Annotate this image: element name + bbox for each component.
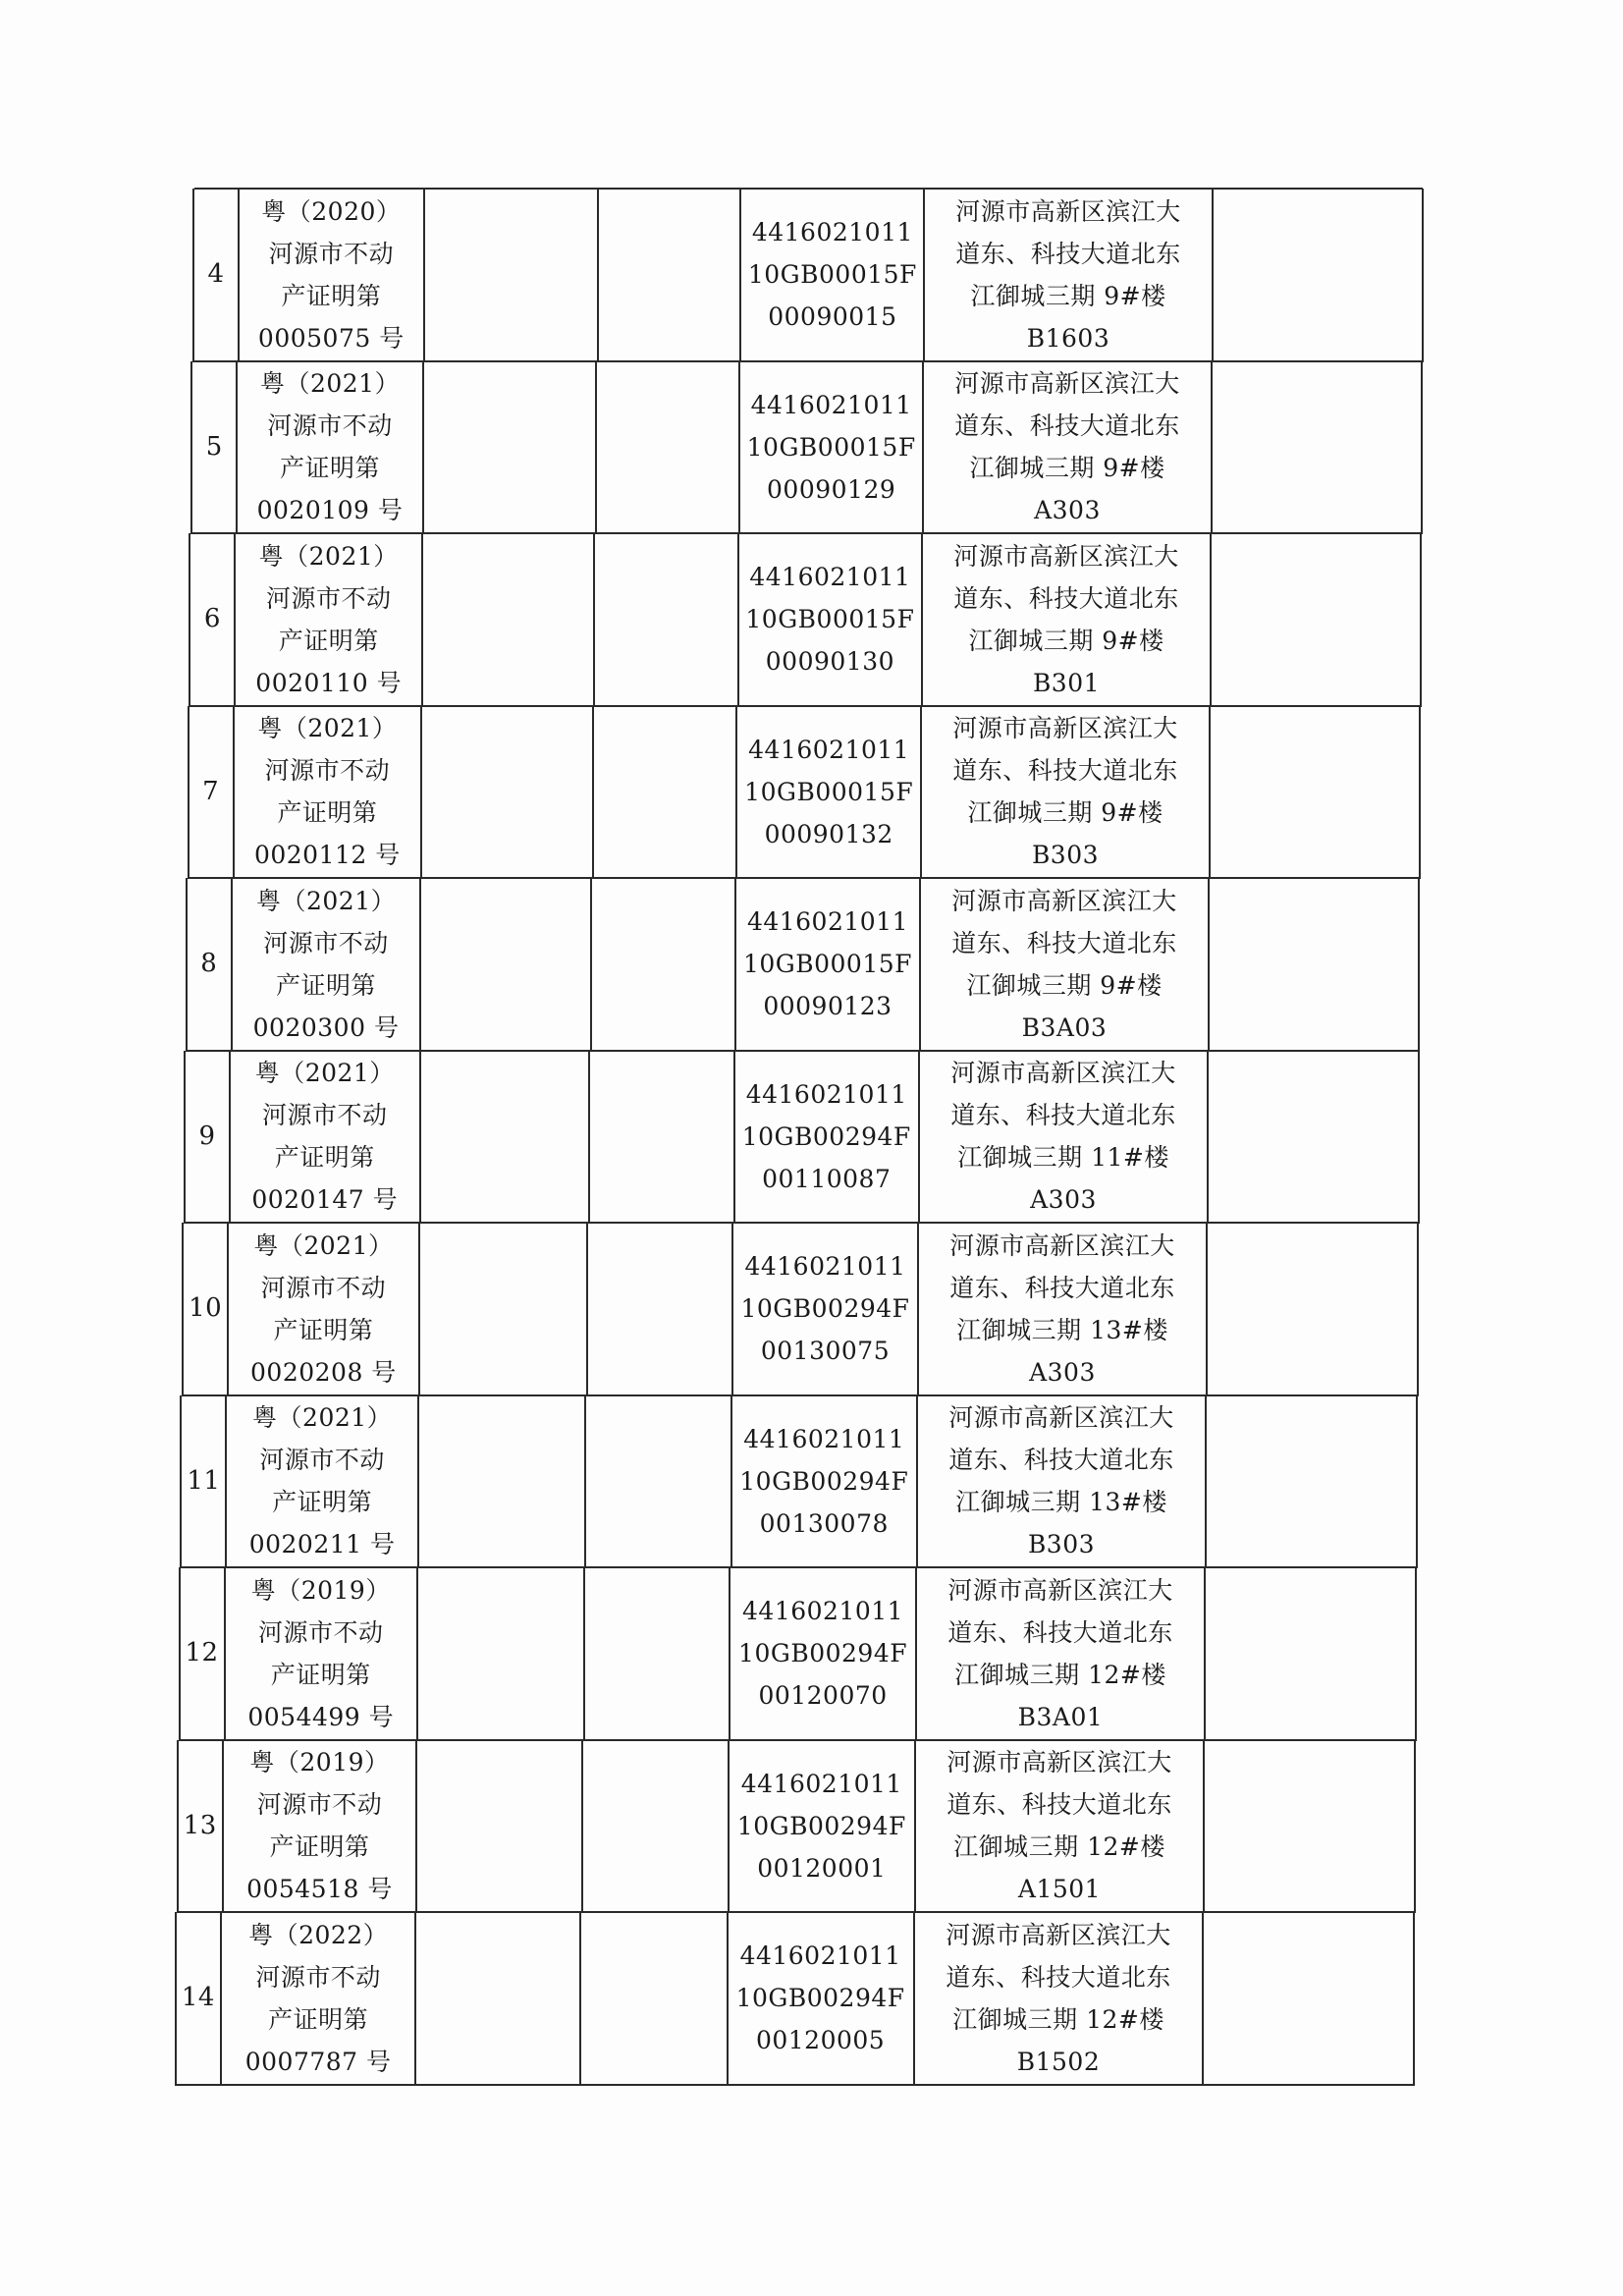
unit-code-cell — [729, 1740, 915, 1913]
property-address-cell-line: 道东、科技大道北东 — [948, 1446, 1174, 1475]
property-address-cell-line: 河源市高新区滨江大 — [950, 1059, 1176, 1088]
property-address-cell-line: 河源市高新区滨江大 — [953, 541, 1179, 571]
row-number-cell — [193, 189, 239, 361]
property-address-cell-line: 道东、科技大道北东 — [950, 1101, 1176, 1130]
property-address-cell-line: 河源市高新区滨江大 — [955, 196, 1181, 226]
unit-code-cell-line: 00090015 — [768, 302, 897, 332]
certificate-number-cell-line: 河源市不动 — [264, 756, 391, 786]
certificate-number-cell-line: 产证明第 — [276, 970, 377, 1000]
certificate-number-cell-line: 产证明第 — [277, 798, 378, 828]
certificate-number-cell-line: 产证明第 — [269, 1832, 370, 1862]
row-number-cell-line: 8 — [200, 949, 218, 979]
certificate-number-cell-line: 产证明第 — [281, 281, 382, 310]
table-rule-vertical — [583, 1567, 585, 1741]
property-address-cell — [916, 1567, 1206, 1740]
table-rule-vertical — [590, 878, 592, 1052]
certificate-number-cell-line: 产证明第 — [280, 454, 381, 483]
property-address-cell-line: B1603 — [1026, 323, 1110, 353]
unit-code-cell — [740, 189, 924, 361]
certificate-number-cell — [226, 1395, 418, 1568]
property-address-cell-line: 道东、科技大道北东 — [946, 1962, 1171, 1992]
property-address-cell-line: 江御城三期 11#楼 — [957, 1143, 1169, 1173]
property-address-cell-line: 道东、科技大道北东 — [954, 411, 1180, 441]
property-address-cell-line: 江御城三期 13#楼 — [955, 1488, 1167, 1517]
certificate-number-cell — [239, 189, 424, 361]
certificate-number-cell-line: 河源市不动 — [265, 583, 392, 613]
unit-code-cell-line: 4416021011 — [740, 1769, 902, 1798]
property-address-cell — [914, 1912, 1204, 2085]
unit-code-cell-line: 00120070 — [758, 1681, 888, 1711]
certificate-number-cell-line: 0005075 号 — [257, 323, 405, 353]
row-number-cell — [185, 1051, 230, 1224]
row-number-cell-line: 4 — [207, 259, 225, 290]
unit-code-cell — [728, 1912, 914, 2085]
property-address-cell-line: 江御城三期 12#楼 — [954, 1660, 1166, 1689]
property-address-cell — [921, 706, 1210, 879]
table-rule-vertical — [592, 706, 594, 880]
property-address-cell-line: A303 — [1029, 1357, 1096, 1387]
certificate-number-cell-line: 产证明第 — [273, 1315, 374, 1344]
property-address-cell-line: B3A01 — [1017, 1702, 1104, 1731]
unit-code-cell — [734, 1051, 920, 1224]
table-rule-vertical — [581, 1740, 583, 1914]
unit-code-cell-line: 4416021011 — [742, 1597, 904, 1626]
row-number-cell-line: 7 — [202, 776, 220, 806]
table-rule-vertical — [1415, 1567, 1417, 1741]
unit-code-cell-line: 4416021011 — [745, 1079, 907, 1109]
unit-code-cell-line: 10GB00015F — [747, 260, 917, 290]
certificate-number-cell-line: 河源市不动 — [259, 1446, 385, 1475]
certificate-number-cell-line: 0054518 号 — [246, 1875, 393, 1904]
certificate-number-cell — [221, 1912, 416, 2085]
certificate-number-cell-line: 粤（2022） — [248, 1920, 389, 1949]
certificate-number-cell-line: 产证明第 — [270, 1660, 371, 1689]
property-address-cell-line: 江御城三期 12#楼 — [952, 2004, 1164, 2034]
certificate-number-cell-line: 0020147 号 — [251, 1185, 399, 1215]
certificate-number-cell-line: 0020208 号 — [250, 1357, 397, 1387]
unit-code-cell — [736, 706, 921, 879]
unit-code-cell — [731, 1395, 917, 1568]
unit-code-cell-line: 10GB00294F — [740, 1294, 910, 1324]
certificate-number-cell-line: 河源市不动 — [268, 239, 395, 268]
table-rule-vertical — [1420, 533, 1422, 707]
row-number-cell — [176, 1912, 221, 2085]
property-address-cell-line: 江御城三期 13#楼 — [956, 1315, 1168, 1344]
certificate-number-cell-line: 河源市不动 — [260, 1273, 387, 1302]
unit-code-cell-line: 00110087 — [762, 1164, 892, 1193]
table-rule-vertical — [595, 361, 597, 535]
unit-code-cell-line: 10GB00015F — [745, 605, 915, 634]
unit-code-cell-line: 4416021011 — [739, 1941, 901, 1971]
certificate-number-cell-line: 河源市不动 — [258, 1617, 384, 1647]
property-address-cell-line: 江御城三期 12#楼 — [953, 1832, 1165, 1862]
property-address-cell-line: 道东、科技大道北东 — [952, 756, 1178, 786]
unit-code-cell-line: 10GB00294F — [739, 1466, 909, 1496]
property-address-cell-line: 道东、科技大道北东 — [951, 928, 1177, 957]
certificate-number-cell-line: 0054499 号 — [247, 1702, 395, 1731]
unit-code-cell-line: 4416021011 — [751, 218, 913, 247]
unit-code-cell-line: 4416021011 — [748, 735, 910, 764]
property-address-cell-line: 道东、科技大道北东 — [947, 1617, 1173, 1647]
property-address-cell-line: A1501 — [1017, 1875, 1102, 1904]
property-address-cell — [918, 1223, 1207, 1395]
row-number-cell — [178, 1740, 223, 1913]
property-address-cell-line: 道东、科技大道北东 — [947, 1790, 1172, 1820]
certificate-number-cell-line: 0007787 号 — [244, 2047, 392, 2076]
table-rule-vertical — [584, 1395, 586, 1569]
certificate-number-cell-line: 河源市不动 — [261, 1101, 388, 1130]
property-address-cell-line: 江御城三期 9#楼 — [969, 454, 1165, 483]
property-address-cell-line: A303 — [1034, 496, 1101, 525]
certificate-number-cell-line: 产证明第 — [274, 1143, 375, 1173]
unit-code-cell — [738, 533, 923, 706]
property-address-cell-line: A303 — [1030, 1185, 1097, 1215]
certificate-number-cell-line: 河源市不动 — [255, 1962, 381, 1992]
property-address-cell-line: 河源市高新区滨江大 — [947, 1748, 1172, 1777]
certificate-number-cell — [232, 878, 421, 1051]
certificate-number-cell — [230, 1051, 420, 1224]
unit-code-cell-line: 4416021011 — [749, 563, 911, 592]
table-rule-vertical — [1414, 1740, 1416, 1914]
table-rule-vertical — [1419, 706, 1421, 880]
property-address-cell — [924, 189, 1212, 361]
table-rule-vertical — [1422, 189, 1424, 362]
table-rule-vertical — [1418, 1051, 1420, 1225]
property-address-cell-line: B303 — [1027, 1530, 1096, 1559]
certificate-number-cell-line: 0020112 号 — [253, 841, 401, 870]
property-address-cell-line: 道东、科技大道北东 — [953, 583, 1179, 613]
property-address-cell-line: 河源市高新区滨江大 — [954, 369, 1180, 399]
property-address-cell-line: 河源市高新区滨江大 — [948, 1403, 1174, 1433]
certificate-number-cell-line: 粤（2021） — [258, 541, 399, 571]
certificate-number-cell-line: 粤（2021） — [259, 369, 401, 399]
row-number-cell — [189, 533, 235, 706]
certificate-number-cell-line: 0020300 号 — [252, 1012, 400, 1042]
property-address-cell-line: 道东、科技大道北东 — [955, 239, 1181, 268]
table-rule-vertical — [1416, 1395, 1418, 1569]
unit-code-cell-line: 00090130 — [765, 647, 895, 677]
row-number-cell-line: 12 — [185, 1638, 219, 1668]
property-address-cell-line: B3A03 — [1021, 1012, 1108, 1042]
property-address-cell-line: 河源市高新区滨江大 — [951, 886, 1177, 915]
property-address-cell — [919, 1051, 1208, 1224]
row-number-cell-line: 6 — [203, 604, 221, 634]
unit-code-cell — [732, 1223, 918, 1395]
unit-code-cell-line: 00130078 — [759, 1508, 889, 1538]
unit-code-cell-line: 00090129 — [767, 474, 896, 504]
unit-code-cell-line: 4416021011 — [743, 1424, 905, 1453]
unit-code-cell-line: 00120005 — [755, 2026, 886, 2055]
certificate-number-cell-line: 粤（2021） — [257, 714, 398, 743]
certificate-number-cell-line: 0020211 号 — [248, 1530, 396, 1559]
certificate-number-cell-line: 0020110 号 — [255, 668, 403, 697]
unit-code-cell — [735, 878, 920, 1051]
certificate-number-cell-line: 粤（2021） — [253, 1230, 394, 1260]
row-number-cell — [187, 878, 232, 1051]
unit-code-cell-line: 10GB00294F — [735, 1984, 905, 2013]
certificate-number-cell-line: 粤（2020） — [261, 196, 402, 226]
table-rule-vertical — [1421, 361, 1423, 535]
unit-code-cell-line: 4416021011 — [746, 907, 908, 937]
certificate-number-cell — [237, 361, 423, 534]
unit-code-cell-line: 10GB00294F — [738, 1639, 908, 1668]
row-number-cell-line: 13 — [183, 1810, 217, 1840]
certificate-number-cell-line: 河源市不动 — [267, 411, 393, 441]
table-rule-vertical — [579, 1912, 581, 2086]
certificate-number-cell — [225, 1567, 418, 1740]
table-rule-vertical — [588, 1051, 590, 1225]
certificate-number-cell-line: 产证明第 — [278, 626, 379, 655]
property-address-cell-line: B301 — [1032, 668, 1101, 697]
certificate-number-cell — [235, 533, 422, 706]
unit-code-cell-line: 10GB00294F — [736, 1811, 906, 1840]
certificate-number-cell-line: 粤（2021） — [254, 1059, 395, 1088]
unit-code-cell-line: 00130075 — [760, 1337, 891, 1366]
certificate-number-cell — [234, 706, 422, 879]
unit-code-cell-line: 10GB00294F — [741, 1121, 911, 1151]
table-rule-vertical — [1418, 878, 1420, 1052]
property-address-cell — [915, 1740, 1205, 1913]
table-rule-vertical — [1413, 1912, 1415, 2086]
unit-code-cell-line: 00120001 — [757, 1853, 887, 1883]
property-address-cell — [917, 1395, 1206, 1568]
unit-code-cell-line: 4416021011 — [744, 1252, 906, 1282]
property-address-cell-line: 江御城三期 9#楼 — [967, 798, 1163, 828]
unit-code-cell-line: 00090132 — [764, 819, 893, 848]
row-number-cell — [180, 1567, 225, 1740]
table-rule-vertical — [593, 533, 595, 707]
property-address-cell-line: 道东、科技大道北东 — [949, 1273, 1175, 1302]
certificate-number-cell-line: 产证明第 — [272, 1488, 373, 1517]
property-address-cell-line: B1502 — [1016, 2047, 1101, 2076]
property-address-cell-line: 河源市高新区滨江大 — [946, 1920, 1171, 1949]
certificate-number-cell-line: 粤（2019） — [250, 1575, 391, 1605]
certificate-number-cell — [223, 1740, 417, 1913]
unit-code-cell-line: 10GB00015F — [742, 950, 912, 979]
row-number-cell-line: 10 — [189, 1293, 223, 1324]
certificate-number-cell-line: 0020109 号 — [256, 496, 404, 525]
certificate-number-cell — [228, 1223, 419, 1395]
row-number-cell-line: 9 — [198, 1121, 216, 1151]
property-address-cell-line: 江御城三期 9#楼 — [968, 626, 1164, 655]
property-address-cell-line: 河源市高新区滨江大 — [947, 1575, 1173, 1605]
certificate-number-cell-line: 粤（2019） — [249, 1748, 390, 1777]
unit-code-cell — [730, 1567, 915, 1740]
row-number-cell-line: 5 — [205, 431, 223, 462]
property-address-cell — [920, 878, 1209, 1051]
table-rule-vertical — [597, 189, 599, 362]
unit-code-cell-line: 4416021011 — [750, 390, 912, 419]
row-number-cell-line: 11 — [187, 1465, 221, 1496]
certificate-number-cell-line: 河源市不动 — [263, 928, 389, 957]
certificate-number-cell-line: 粤（2021） — [256, 886, 397, 915]
property-address-cell-line: B303 — [1031, 841, 1100, 870]
property-address-cell-line: 河源市高新区滨江大 — [949, 1230, 1175, 1260]
row-number-cell — [191, 361, 237, 534]
property-address-cell-line: 江御城三期 9#楼 — [970, 281, 1166, 310]
certificate-number-cell-line: 河源市不动 — [256, 1790, 383, 1820]
table-rule-vertical — [1417, 1223, 1419, 1396]
row-number-cell — [181, 1395, 226, 1568]
row-number-cell — [183, 1223, 228, 1395]
row-number-cell-line: 14 — [181, 1983, 215, 2013]
row-number-cell — [189, 706, 234, 879]
certificate-number-cell-line: 粤（2021） — [252, 1403, 393, 1433]
property-address-cell-line: 河源市高新区滨江大 — [952, 714, 1178, 743]
unit-code-cell-line: 10GB00015F — [744, 777, 914, 806]
unit-code-cell — [739, 361, 923, 534]
property-address-cell — [922, 533, 1210, 706]
unit-code-cell-line: 10GB00015F — [746, 432, 916, 462]
certificate-number-cell-line: 产证明第 — [268, 2004, 369, 2034]
property-address-cell — [923, 361, 1211, 534]
unit-code-cell-line: 00090123 — [763, 992, 893, 1021]
property-address-cell-line: 江御城三期 9#楼 — [966, 970, 1163, 1000]
table-rule-vertical — [586, 1223, 588, 1396]
